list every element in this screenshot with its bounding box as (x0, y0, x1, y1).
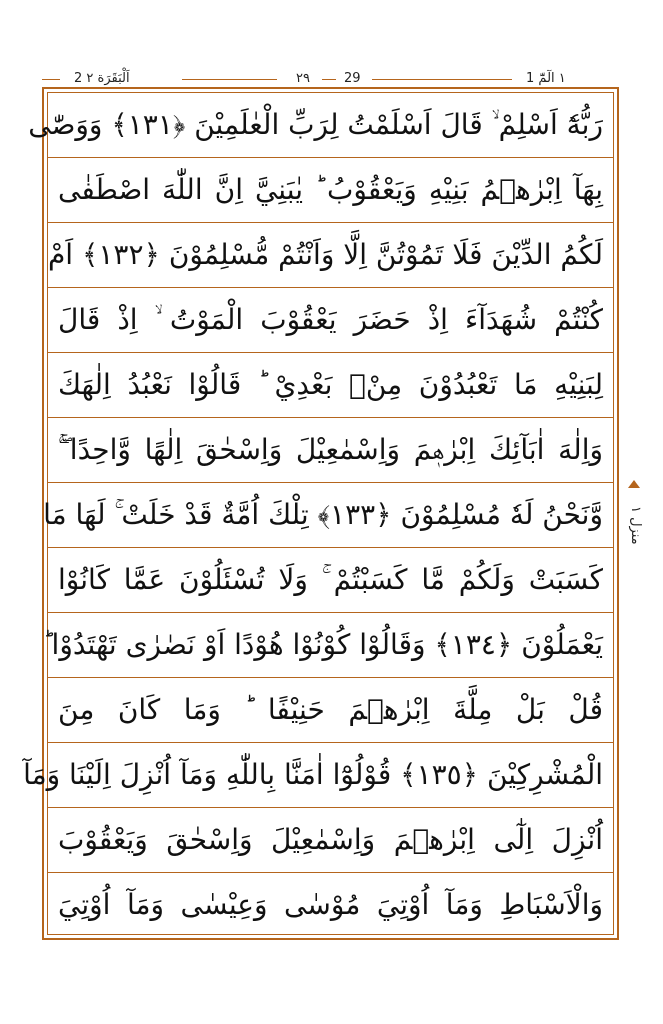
text-line-7: وَّنَحْنُ لَهٗ مُسْلِمُوْنَ ﴿١٣٣﴾ تِلْكَ اُمَّةٌ قَدْ خَلَتْ ۚ لَهَا مَا (48, 483, 613, 548)
text-line-8: كَسَبَتْ وَلَكُمْ مَّا كَسَبْتُمْ ۚ وَلَا تُسْئَلُوْنَ عَمَّا كَانُوْا (48, 548, 613, 613)
quran-text-block (23, 93, 613, 934)
text-line-1: رَبُّهٗٓ اَسْلِمْ ۙ قَالَ اَسْلَمْتُ لِرَبِّ الْعٰلَمِيْنَ ﴿١٣١﴾ وَوَصّٰى (48, 93, 613, 158)
surah-name: 2 اَلْبَقَرَة ٢ (74, 71, 130, 86)
manzil-label: منزل ١ (628, 505, 643, 545)
text-line-12: اُنْزِلَ اِلٰٓى اِبْرٰهٖمَ وَاِسْمٰعِيْلَ وَاِسْحٰقَ وَيَعْقُوْبَ (48, 808, 613, 873)
text-line-5: لِبَنِيْهِ مَا تَعْبُدُوْنَ مِنْۢ بَعْدِيْ ؕ قَالُوْا نَعْبُدُ اِلٰهَكَ (48, 353, 613, 418)
text-line-11: الْمُشْرِكِيْنَ ﴿١٣٥﴾ قُوْلُوْٓا اٰمَنَّا بِاللّٰهِ وَمَآ اُنْزِلَ اِلَيْنَا وَمَآ (48, 743, 613, 808)
page-number-arabic: ٢٩ (296, 71, 310, 86)
header-rule (372, 79, 512, 80)
text-line-9: يَعْمَلُوْنَ ﴿١٣٤﴾ وَقَالُوْا كُوْنُوْا هُوْدًا اَوْ نَصٰرٰى تَهْتَدُوْا ؕ (48, 613, 613, 678)
text-line-13: وَالْاَسْبَاطِ وَمَآ اُوْتِيَ مُوْسٰى وَعِيْسٰى وَمَآ اُوْتِيَ (58, 888, 603, 921)
header-rule (42, 79, 60, 80)
text-line-2: بِهَآ اِبْرٰهٖمُ بَنِيْهِ وَيَعْقُوْبُ ؕ يٰبَنِيَّ اِنَّ اللّٰهَ اصْطَفٰى (48, 158, 613, 223)
page-number: 29 (344, 71, 361, 86)
text-line-10: قُلْ بَلْ مِلَّةَ اِبْرٰهٖمَ حَنِيْفًا ؕ وَمَا كَانَ مِنَ (48, 678, 613, 743)
para-name: ١ الٓمّٓ 1 (526, 71, 566, 86)
manzil-marker-icon (628, 480, 640, 488)
text-line-4: كُنْتُمْ شُهَدَآءَ اِذْ حَضَرَ يَعْقُوْبَ الْمَوْتُ ۙ اِذْ قَالَ (48, 288, 613, 353)
text-line-6: وَاِلٰهَ اٰبَآئِكَ اِبْرٰهٖمَ وَاِسْمٰعِيْلَ وَاِسْحٰقَ اِلٰهًا وَّاحِدًا ۖۚ (48, 418, 613, 483)
page-header (42, 70, 623, 88)
header-rule (182, 79, 277, 80)
text-line-3: لَكُمُ الدِّيْنَ فَلَا تَمُوْتُنَّ اِلَّا وَاَنْتُمْ مُّسْلِمُوْنَ ﴿١٣٢﴾ اَمْ (48, 223, 613, 288)
header-rule (322, 79, 336, 80)
